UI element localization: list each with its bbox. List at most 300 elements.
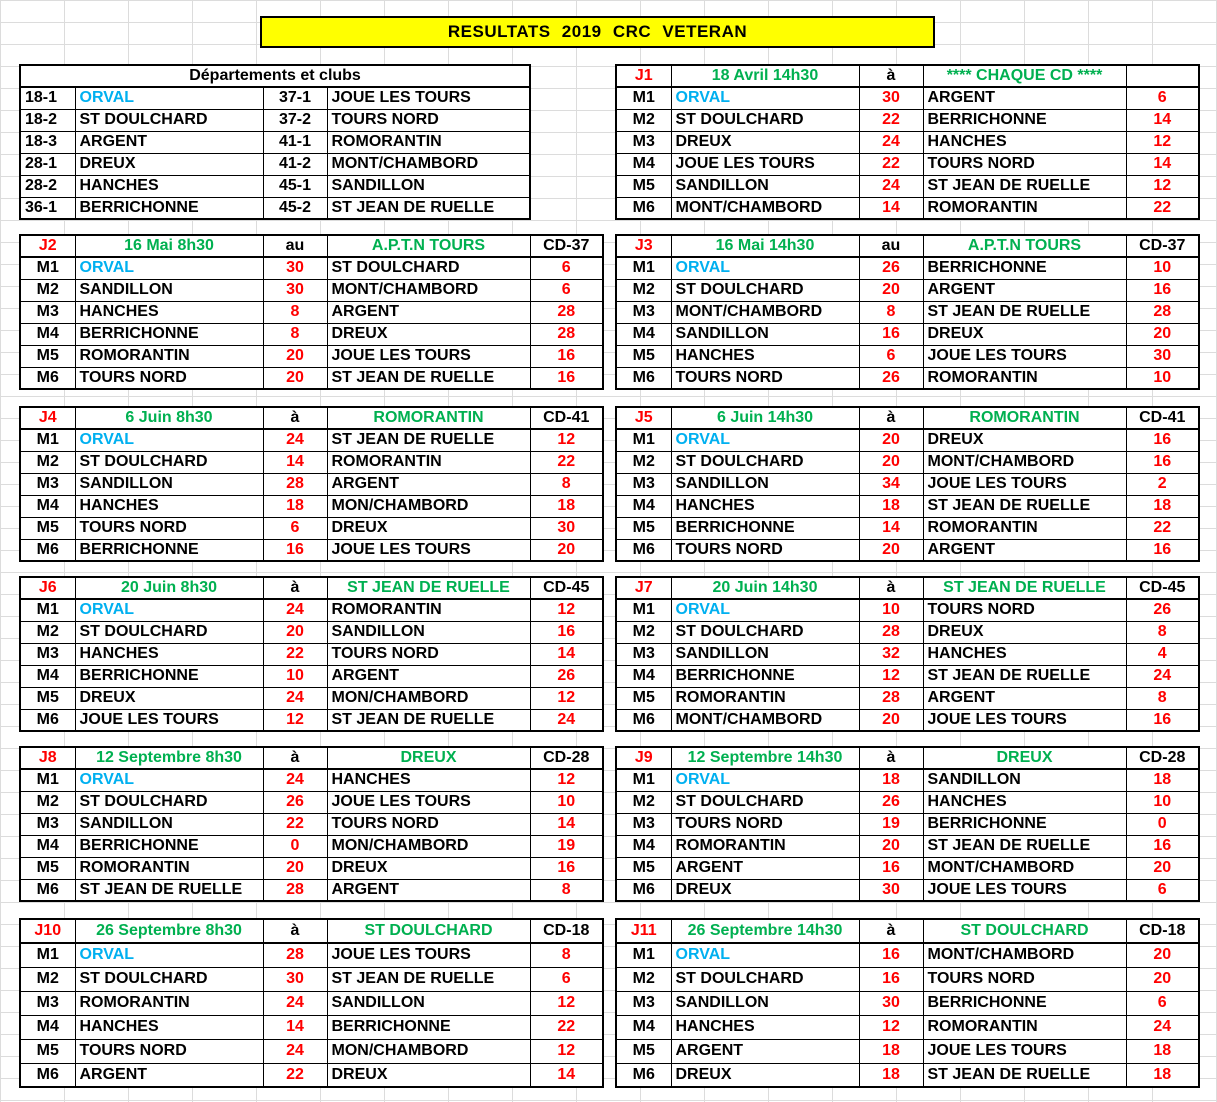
home-score: 20 xyxy=(859,279,923,301)
table-row xyxy=(616,495,1199,517)
home-team: JOUE LES TOURS xyxy=(671,153,859,175)
away-score: 4 xyxy=(1126,643,1199,665)
away-score: 18 xyxy=(1126,1063,1199,1087)
club-name: DREUX xyxy=(75,153,263,175)
away-team: HANCHES xyxy=(923,643,1126,665)
round-preposition: à xyxy=(263,747,327,769)
round-venue: ST JEAN DE RUELLE xyxy=(327,577,530,599)
table-row xyxy=(20,967,603,991)
table-row xyxy=(616,943,1199,967)
home-score: 6 xyxy=(859,345,923,367)
round-header xyxy=(616,577,1199,599)
table-row xyxy=(20,943,603,967)
match-id: M6 xyxy=(616,197,671,219)
away-team: JOUE LES TOURS xyxy=(923,709,1126,731)
home-team: SANDILLON xyxy=(671,175,859,197)
home-team: ORVAL xyxy=(671,429,859,451)
table-row xyxy=(616,175,1199,197)
table-row xyxy=(616,109,1199,131)
table-row xyxy=(616,813,1199,835)
home-score: 14 xyxy=(859,517,923,539)
table-row xyxy=(616,621,1199,643)
match-id: M2 xyxy=(20,791,75,813)
match-id: M1 xyxy=(616,257,671,279)
away-score: 30 xyxy=(530,517,603,539)
away-team: MON/CHAMBORD xyxy=(327,1039,530,1063)
home-score: 20 xyxy=(263,367,327,389)
home-team: SANDILLON xyxy=(671,991,859,1015)
away-team: DREUX xyxy=(327,323,530,345)
away-team: ROMORANTIN xyxy=(923,367,1126,389)
match-id: M1 xyxy=(616,429,671,451)
match-id: M1 xyxy=(20,599,75,621)
round-table-j1 xyxy=(615,64,1200,220)
match-id: M3 xyxy=(20,813,75,835)
away-team: JOUE LES TOURS xyxy=(923,345,1126,367)
match-id: M2 xyxy=(616,279,671,301)
match-id: M2 xyxy=(20,967,75,991)
club-code: 36-1 xyxy=(20,197,75,219)
clubs-table xyxy=(19,64,531,220)
round-cd: CD-18 xyxy=(1126,919,1199,943)
match-id: M2 xyxy=(20,279,75,301)
away-team: BERRICHONNE xyxy=(923,109,1126,131)
table-row xyxy=(20,131,530,153)
club-code: 41-1 xyxy=(263,131,327,153)
home-team: HANCHES xyxy=(75,1015,263,1039)
home-score: 16 xyxy=(859,857,923,879)
table-row xyxy=(20,367,603,389)
away-score: 18 xyxy=(1126,495,1199,517)
table-row xyxy=(616,687,1199,709)
club-code: 45-2 xyxy=(263,197,327,219)
table-row xyxy=(616,1063,1199,1087)
match-id: M4 xyxy=(616,1015,671,1039)
table-row xyxy=(20,153,530,175)
away-score: 12 xyxy=(530,1039,603,1063)
round-id: J8 xyxy=(20,747,75,769)
round-id: J4 xyxy=(20,407,75,429)
table-row xyxy=(20,345,603,367)
away-score: 12 xyxy=(530,687,603,709)
home-team: ST DOULCHARD xyxy=(75,967,263,991)
round-date: 20 Juin 14h30 xyxy=(671,577,859,599)
home-team: ORVAL xyxy=(671,769,859,791)
away-score: 16 xyxy=(1126,709,1199,731)
away-score: 0 xyxy=(1126,813,1199,835)
away-score: 22 xyxy=(1126,197,1199,219)
home-score: 14 xyxy=(263,451,327,473)
home-score: 20 xyxy=(859,835,923,857)
table-row xyxy=(616,323,1199,345)
table-row xyxy=(20,323,603,345)
table-row xyxy=(20,473,603,495)
table-row xyxy=(616,451,1199,473)
round-table-j4 xyxy=(19,406,604,562)
home-team: HANCHES xyxy=(75,301,263,323)
home-team: SANDILLON xyxy=(671,473,859,495)
away-team: ROMORANTIN xyxy=(923,197,1126,219)
away-team: HANCHES xyxy=(327,769,530,791)
home-score: 20 xyxy=(263,621,327,643)
away-team: ROMORANTIN xyxy=(327,451,530,473)
table-row xyxy=(20,197,530,219)
home-team: SANDILLON xyxy=(671,323,859,345)
away-team: MON/CHAMBORD xyxy=(327,835,530,857)
round-date: 20 Juin 8h30 xyxy=(75,577,263,599)
away-team: ST JEAN DE RUELLE xyxy=(327,709,530,731)
away-team: JOUE LES TOURS xyxy=(327,539,530,561)
away-team: DREUX xyxy=(923,429,1126,451)
round-id: J9 xyxy=(616,747,671,769)
table-row xyxy=(20,643,603,665)
match-id: M3 xyxy=(20,991,75,1015)
round-cd: CD-37 xyxy=(1126,235,1199,257)
away-score: 16 xyxy=(530,367,603,389)
away-score: 10 xyxy=(1126,257,1199,279)
round-id: J1 xyxy=(616,65,671,87)
away-team: JOUE LES TOURS xyxy=(923,1039,1126,1063)
round-venue: DREUX xyxy=(923,747,1126,769)
away-team: DREUX xyxy=(923,621,1126,643)
away-score: 12 xyxy=(530,429,603,451)
away-score: 18 xyxy=(1126,769,1199,791)
away-score: 20 xyxy=(1126,857,1199,879)
page-title: RESULTATS 2019 CRC VETERAN xyxy=(260,16,935,48)
match-id: M3 xyxy=(616,131,671,153)
match-id: M4 xyxy=(616,835,671,857)
match-id: M4 xyxy=(616,495,671,517)
round-venue: A.P.T.N TOURS xyxy=(923,235,1126,257)
round-header xyxy=(20,577,603,599)
home-team: MONT/CHAMBORD xyxy=(671,709,859,731)
home-team: ST DOULCHARD xyxy=(75,621,263,643)
away-team: ST JEAN DE RUELLE xyxy=(923,301,1126,323)
home-score: 16 xyxy=(859,967,923,991)
away-team: ST JEAN DE RUELLE xyxy=(923,495,1126,517)
club-name: ORVAL xyxy=(75,87,263,109)
club-name: SANDILLON xyxy=(327,175,530,197)
away-team: SANDILLON xyxy=(923,769,1126,791)
home-score: 18 xyxy=(263,495,327,517)
match-id: M6 xyxy=(20,1063,75,1087)
club-name: BERRICHONNE xyxy=(75,197,263,219)
away-team: JOUE LES TOURS xyxy=(923,879,1126,901)
away-team: BERRICHONNE xyxy=(923,257,1126,279)
round-header xyxy=(616,919,1199,943)
home-score: 20 xyxy=(263,857,327,879)
home-team: ORVAL xyxy=(75,257,263,279)
away-score: 16 xyxy=(530,345,603,367)
home-score: 8 xyxy=(263,301,327,323)
home-team: DREUX xyxy=(671,131,859,153)
round-id: J5 xyxy=(616,407,671,429)
round-venue: ST JEAN DE RUELLE xyxy=(923,577,1126,599)
away-team: MONT/CHAMBORD xyxy=(923,451,1126,473)
match-id: M3 xyxy=(616,643,671,665)
table-row xyxy=(20,301,603,323)
round-venue: A.P.T.N TOURS xyxy=(327,235,530,257)
match-id: M6 xyxy=(20,367,75,389)
match-id: M1 xyxy=(20,769,75,791)
match-id: M2 xyxy=(616,451,671,473)
table-row xyxy=(616,257,1199,279)
table-row xyxy=(20,709,603,731)
match-id: M2 xyxy=(616,621,671,643)
match-id: M1 xyxy=(616,87,671,109)
away-score: 6 xyxy=(530,257,603,279)
home-score: 22 xyxy=(859,153,923,175)
round-date: 26 Septembre 14h30 xyxy=(671,919,859,943)
table-row xyxy=(20,257,603,279)
away-score: 6 xyxy=(1126,87,1199,109)
round-date: 12 Septembre 14h30 xyxy=(671,747,859,769)
home-team: ST DOULCHARD xyxy=(75,791,263,813)
home-score: 24 xyxy=(859,175,923,197)
table-row xyxy=(20,791,603,813)
table-row xyxy=(616,709,1199,731)
table-row xyxy=(616,791,1199,813)
match-id: M6 xyxy=(616,879,671,901)
round-header xyxy=(616,747,1199,769)
home-team: ROMORANTIN xyxy=(671,687,859,709)
home-score: 0 xyxy=(263,835,327,857)
away-score: 12 xyxy=(1126,131,1199,153)
home-team: ORVAL xyxy=(75,599,263,621)
match-id: M5 xyxy=(616,687,671,709)
match-id: M2 xyxy=(20,621,75,643)
away-score: 16 xyxy=(1126,429,1199,451)
match-id: M5 xyxy=(616,1039,671,1063)
club-code: 18-1 xyxy=(20,87,75,109)
away-score: 8 xyxy=(1126,687,1199,709)
home-team: BERRICHONNE xyxy=(75,665,263,687)
home-team: ORVAL xyxy=(75,429,263,451)
match-id: M3 xyxy=(616,813,671,835)
away-score: 14 xyxy=(530,813,603,835)
match-id: M2 xyxy=(616,109,671,131)
away-team: ST JEAN DE RUELLE xyxy=(923,665,1126,687)
table-row xyxy=(616,301,1199,323)
away-score: 28 xyxy=(1126,301,1199,323)
home-team: ST DOULCHARD xyxy=(671,279,859,301)
table-row xyxy=(20,1063,603,1087)
round-header xyxy=(616,65,1199,87)
away-team: JOUE LES TOURS xyxy=(327,791,530,813)
round-id: J6 xyxy=(20,577,75,599)
round-cd: CD-45 xyxy=(1126,577,1199,599)
home-team: TOURS NORD xyxy=(75,517,263,539)
home-team: SANDILLON xyxy=(671,643,859,665)
table-row xyxy=(20,599,603,621)
round-date: 18 Avril 14h30 xyxy=(671,65,859,87)
home-team: TOURS NORD xyxy=(671,539,859,561)
club-code: 18-3 xyxy=(20,131,75,153)
away-team: ARGENT xyxy=(327,665,530,687)
match-id: M5 xyxy=(616,857,671,879)
home-score: 12 xyxy=(859,665,923,687)
table-row xyxy=(20,279,603,301)
match-id: M5 xyxy=(20,517,75,539)
club-name: ARGENT xyxy=(75,131,263,153)
home-team: ORVAL xyxy=(75,943,263,967)
home-score: 30 xyxy=(859,991,923,1015)
home-team: DREUX xyxy=(671,879,859,901)
table-row xyxy=(20,857,603,879)
home-team: MONT/CHAMBORD xyxy=(671,197,859,219)
round-preposition: à xyxy=(859,407,923,429)
match-id: M6 xyxy=(20,709,75,731)
match-id: M4 xyxy=(20,495,75,517)
away-team: MONT/CHAMBORD xyxy=(923,857,1126,879)
home-team: SANDILLON xyxy=(75,473,263,495)
away-score: 6 xyxy=(1126,879,1199,901)
home-score: 30 xyxy=(263,967,327,991)
table-row xyxy=(20,451,603,473)
away-score: 20 xyxy=(1126,323,1199,345)
club-name: ST DOULCHARD xyxy=(75,109,263,131)
round-table-j6 xyxy=(19,576,604,732)
home-team: ARGENT xyxy=(75,1063,263,1087)
home-score: 12 xyxy=(859,1015,923,1039)
away-score: 26 xyxy=(530,665,603,687)
away-score: 10 xyxy=(530,791,603,813)
match-id: M4 xyxy=(20,323,75,345)
round-venue: ST DOULCHARD xyxy=(327,919,530,943)
match-id: M5 xyxy=(20,687,75,709)
match-id: M6 xyxy=(616,709,671,731)
round-header xyxy=(20,235,603,257)
table-row xyxy=(616,643,1199,665)
away-score: 28 xyxy=(530,301,603,323)
home-team: ST JEAN DE RUELLE xyxy=(75,879,263,901)
home-team: TOURS NORD xyxy=(671,367,859,389)
away-score: 14 xyxy=(1126,153,1199,175)
round-date: 12 Septembre 8h30 xyxy=(75,747,263,769)
home-score: 28 xyxy=(263,473,327,495)
away-score: 20 xyxy=(530,539,603,561)
match-id: M2 xyxy=(616,791,671,813)
away-score: 26 xyxy=(1126,599,1199,621)
table-row xyxy=(616,87,1199,109)
away-team: ST JEAN DE RUELLE xyxy=(327,367,530,389)
away-score: 12 xyxy=(1126,175,1199,197)
away-team: ARGENT xyxy=(327,473,530,495)
away-score: 18 xyxy=(1126,1039,1199,1063)
home-team: HANCHES xyxy=(75,495,263,517)
away-team: ARGENT xyxy=(923,87,1126,109)
home-team: JOUE LES TOURS xyxy=(75,709,263,731)
home-team: ARGENT xyxy=(671,857,859,879)
match-id: M4 xyxy=(20,1015,75,1039)
table-row xyxy=(20,665,603,687)
home-team: ORVAL xyxy=(671,257,859,279)
away-score: 18 xyxy=(530,495,603,517)
table-row xyxy=(20,109,530,131)
table-row xyxy=(20,429,603,451)
home-team: ST DOULCHARD xyxy=(75,451,263,473)
home-team: ROMORANTIN xyxy=(75,991,263,1015)
table-row xyxy=(20,495,603,517)
away-team: DREUX xyxy=(923,323,1126,345)
home-score: 28 xyxy=(263,943,327,967)
match-id: M4 xyxy=(20,665,75,687)
away-score: 6 xyxy=(1126,991,1199,1015)
table-row xyxy=(616,429,1199,451)
away-team: SANDILLON xyxy=(327,991,530,1015)
home-score: 10 xyxy=(859,599,923,621)
table-row xyxy=(616,197,1199,219)
match-id: M2 xyxy=(20,451,75,473)
home-score: 16 xyxy=(859,943,923,967)
away-team: DREUX xyxy=(327,517,530,539)
table-row xyxy=(616,835,1199,857)
round-id: J10 xyxy=(20,919,75,943)
away-score: 28 xyxy=(530,323,603,345)
home-score: 18 xyxy=(859,495,923,517)
round-header xyxy=(616,235,1199,257)
away-score: 24 xyxy=(530,709,603,731)
round-venue: ROMORANTIN xyxy=(327,407,530,429)
away-team: ROMORANTIN xyxy=(923,517,1126,539)
away-team: DREUX xyxy=(327,1063,530,1087)
away-score: 6 xyxy=(530,279,603,301)
home-team: SANDILLON xyxy=(75,813,263,835)
round-date: 6 Juin 14h30 xyxy=(671,407,859,429)
away-score: 16 xyxy=(530,857,603,879)
club-code: 41-2 xyxy=(263,153,327,175)
table-row xyxy=(20,517,603,539)
round-header xyxy=(20,919,603,943)
home-team: SANDILLON xyxy=(75,279,263,301)
round-table-j10 xyxy=(19,918,604,1088)
away-team: MONT/CHAMBORD xyxy=(327,279,530,301)
home-score: 26 xyxy=(859,367,923,389)
home-team: ROMORANTIN xyxy=(75,345,263,367)
club-name: ST JEAN DE RUELLE xyxy=(327,197,530,219)
table-row xyxy=(616,1039,1199,1063)
away-team: ST JEAN DE RUELLE xyxy=(923,175,1126,197)
round-cd: CD-18 xyxy=(530,919,603,943)
round-table-j7 xyxy=(615,576,1200,732)
away-team: ROMORANTIN xyxy=(923,1015,1126,1039)
home-team: DREUX xyxy=(671,1063,859,1087)
home-score: 8 xyxy=(859,301,923,323)
home-team: BERRICHONNE xyxy=(671,517,859,539)
round-preposition: à xyxy=(263,919,327,943)
away-team: MON/CHAMBORD xyxy=(327,495,530,517)
away-score: 30 xyxy=(1126,345,1199,367)
club-name: TOURS NORD xyxy=(327,109,530,131)
away-team: JOUE LES TOURS xyxy=(327,943,530,967)
home-score: 14 xyxy=(859,197,923,219)
home-score: 10 xyxy=(263,665,327,687)
home-score: 22 xyxy=(263,1063,327,1087)
away-team: HANCHES xyxy=(923,791,1126,813)
away-team: ARGENT xyxy=(923,539,1126,561)
round-id: J7 xyxy=(616,577,671,599)
home-score: 8 xyxy=(263,323,327,345)
home-team: ST DOULCHARD xyxy=(671,451,859,473)
round-cd: CD-41 xyxy=(530,407,603,429)
away-score: 22 xyxy=(530,1015,603,1039)
home-team: ST DOULCHARD xyxy=(671,109,859,131)
round-venue: **** CHAQUE CD **** xyxy=(923,65,1126,87)
match-id: M4 xyxy=(616,323,671,345)
club-code: 28-1 xyxy=(20,153,75,175)
home-score: 28 xyxy=(859,621,923,643)
away-team: ST JEAN DE RUELLE xyxy=(327,429,530,451)
